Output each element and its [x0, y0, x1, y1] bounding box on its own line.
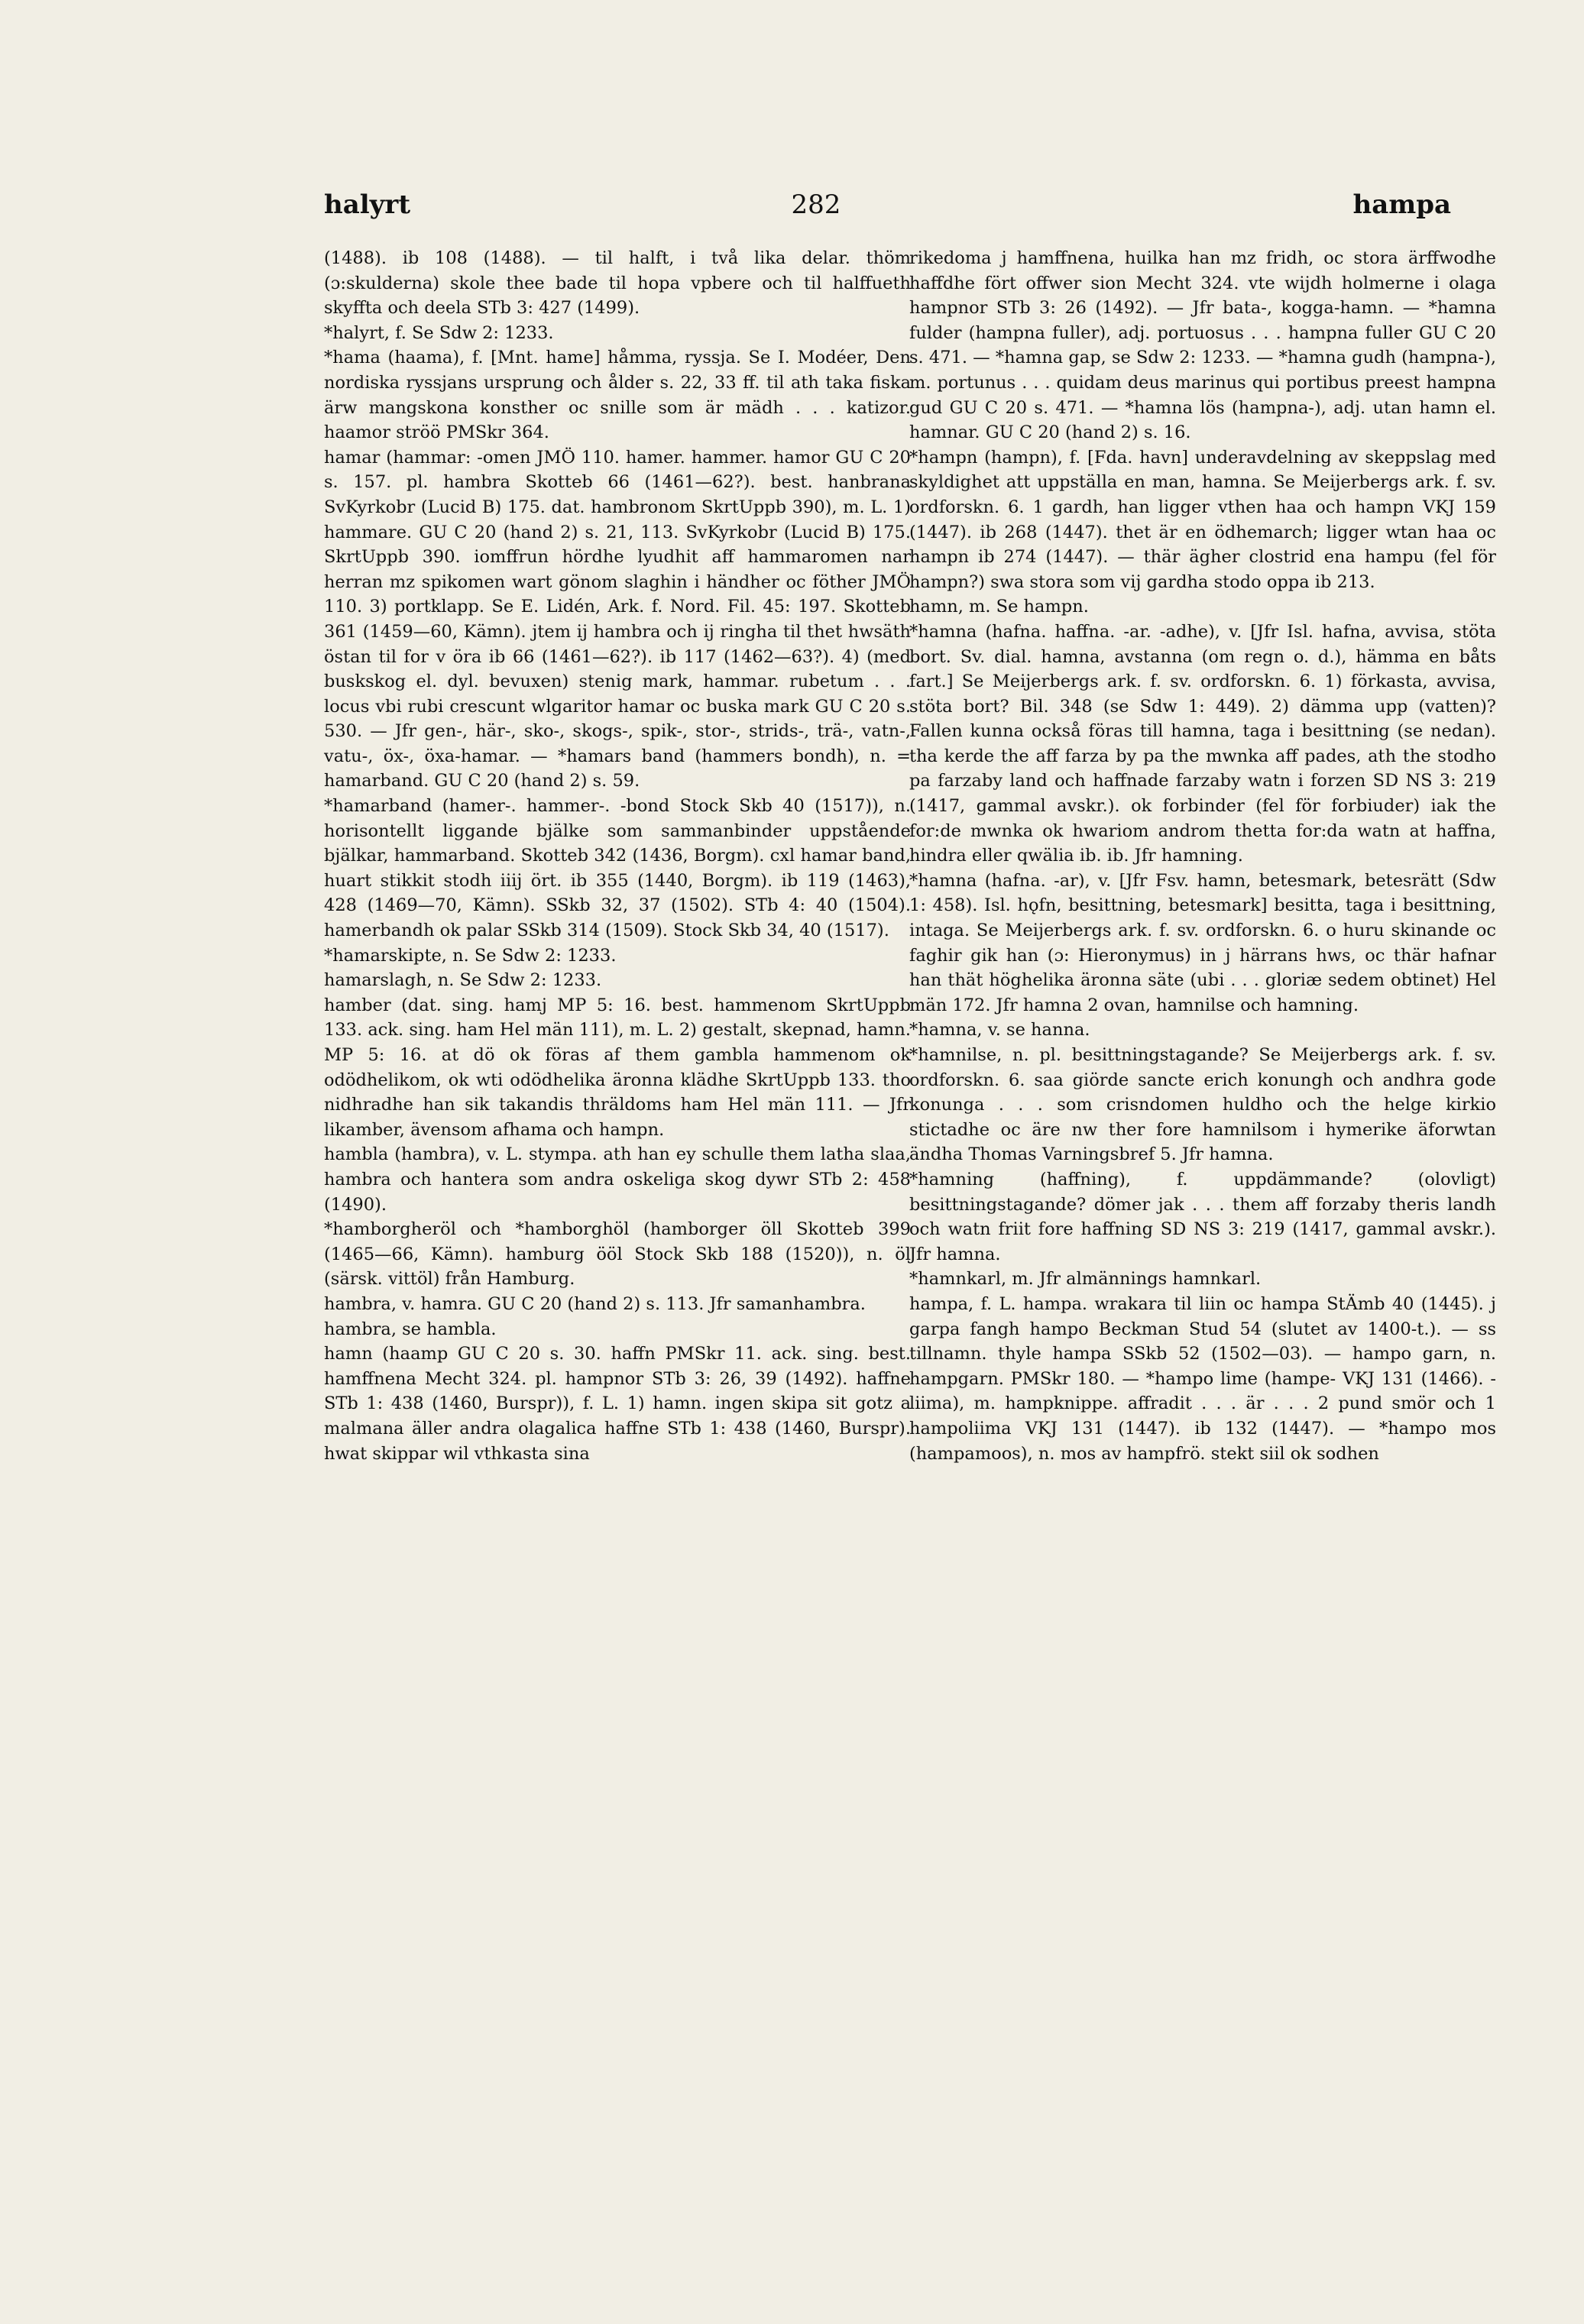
dictionary-entry: hampa, f. L. hampa. wrakara til liin oc hampa StÄmb 40 (1445). j garpa fangh hampo Beckman Stud 54 (slutet av 1400-t.). — ss tillnamn. thyle hampa SSkb 52 (1502—03). — hampo garn, n. hampgarn. PMSkr 180. — *hampo lime (hampe- VKJ 131 (1466). -liima), m. hampknippe. affradit . . . är . . . 2 pund smör och 1 hampoliima VKJ 131 (1447). ib 132 (1447). — *hampo mos (hampamoos), n. mos av hampfrö. stekt siil ok sodhen — [909, 1293, 1496, 1464]
running-head-left: halyrt — [324, 189, 411, 220]
dictionary-entry: *hamarskipte, n. Se Sdw 2: 1233. — [324, 945, 617, 966]
dictionary-entry: hambra, se hambla. — [324, 1319, 497, 1339]
dictionary-entry: *hamna (hafna. -ar), v. [Jfr Fsv. hamn, betesmark, betesrätt (Sdw 1: 458). Isl. hǫfn, besittning, betesmark] besitta, taga i besittning, intaga. Se Meijerbergs ark. f. sv. ordforskn. 6. o huru skinande oc faghir gik han (ɔ: Hieronymus) in j härrans hws, oc thär hafnar han thät höghelika äronna säte (ubi . . . gloriæ sedem obtinet) Hel män 172. Jfr hamna 2 ovan, hamnilse och hamning. — [909, 870, 1496, 1015]
dictionary-entry: *hamna, v. se hanna. — [909, 1020, 1090, 1041]
dictionary-entry: hamar (hammar: -omen JMÖ 110. hamer. hammer. hamor GU C 20 s. 157. pl. hambra Skotteb 66 (1461—62?). best. hanbrana SvKyrkobr (Lucid B) 175. dat. hambronom SkrtUppb 390), m. L. 1) hammare. GU C 20 (hand 2) s. 21, 113. SvKyrkobr (Lucid B) 175. SkrtUppb 390. iomffrun hördhe lyudhit aff hammaromen nar herran mz spikomen wart gönom slaghin i händher oc föther JMÖ 110. 3) portklapp. Se E. Lidén, Ark. f. Nord. Fil. 45: 197. Skotteb 361 (1459—60, Kämn). jtem ij hambra och ij ringha til thet hwsäth östan til for v öra ib 66 (1461—62?). ib 117 (1462—63?). 4) (med buskskog el. dyl. bevuxen) stenig mark, hammar. rubetum . . . locus vbi rubi crescunt wlgaritor hamar oc buska mark GU C 20 s. 530. — Jfr gen-, här-, sko-, skogs-, spik-, stor-, strids-, trä-, vatn-, vatu-, öx-, öxa-hamar. — *hamars band (hammers bondh), n. = hamarband. GU C 20 (hand 2) s. 59. — [324, 447, 911, 791]
dictionary-entry: *hampn (hampn), f. [Fda. havn] underavdelning av skeppslag med skyldighet att uppställa en man, hamna. Se Meijerbergs ark. f. sv. ordforskn. 6. 1 gardh, han ligger vthen haa och hampn VKJ 159 (1447). ib 268 (1447). thet är en ödhemarch; ligger wtan haa oc hampn ib 274 (1447). — thär ägher clostrid ena hampu (fel för hampn?) swa stora som vij gardha stodo oppa ib 213. — [909, 447, 1496, 592]
dictionary-entry: *hamna (hafna. haffna. -ar. -adhe), v. [Jfr Isl. hafna, avvisa, stöta bort. Sv. dial. hamna, avstanna (om regn o. d.), hämma en båts fart.] Se Meijerbergs ark. f. sv. ordforskn. 6. 1) förkasta, avvisa, stöta bort? Bil. 348 (se Sdw 1: 449). 2) dämma upp (vatten)? Fallen kunna också föras till hamna, taga i besittning (se nedan). tha kerde the aff farza by pa the mwnka aff pades, ath the stodho pa farzaby land och haffnade farzaby watn i forzen SD NS 3: 219 (1417, gammal avskr.). ok forbinder (fel för forbiuder) iak the for:de mwnka ok hwariom androm thetta for:da watn at haffna, hindra eller qwälia ib. ib. Jfr hamning. — [909, 621, 1496, 866]
dictionary-entry: hamber (dat. sing. hamj MP 5: 16. best. hammenom SkrtUppb 133. ack. sing. ham Hel män 111), m. L. 2) gestalt, skepnad, hamn. MP 5: 16. at dö ok föras af them gambla hammenom ok odödhelikom, ok wti odödhelika äronna klädhe SkrtUppb 133. tho nidhradhe han sik takandis thräldoms ham Hel män 111. — Jfr likamber, ävensom afhama och hampn. — [324, 995, 911, 1140]
dictionary-entry: *hama (haama), f. [Mnt. hame] håmma, ryssja. Se I. Modéer, Den nordiska ryssjans ursprung och ålder s. 22, 33 ff. til ath taka fiska ärw mangskona konsther oc snille som är mädh . . . katizor. haamor ströö PMSkr 364. — [324, 348, 911, 443]
dictionary-entry: *hamnkarl, m. Jfr almännings hamnkarl. — [909, 1269, 1262, 1290]
dictionary-entry: hamarslagh, n. Se Sdw 2: 1233. — [324, 970, 602, 991]
dictionary-entry: hamn, m. Se hampn. — [909, 597, 1089, 617]
dictionary-entry: *hamnilse, n. pl. besittningstagande? Se Meijerbergs ark. f. sv. ordforskn. 6. saa giörde sancte erich konungh och andhra gode konunga . . . som crisndomen huldho och the helge kirkio stictadhe oc äre nw ther fore hamnilsom i hymerike äforwtan ändha Thomas Varningsbref 5. Jfr hamna. — [909, 1045, 1496, 1165]
right-column — [909, 246, 1496, 1466]
dictionary-entry: *hamarband (hamer-. hammer-. -bond Stock Skb 40 (1517)), n. horisontellt liggande bjälke som sammanbinder uppstående bjälkar, hammarband. Skotteb 342 (1436, Borgm). cxl hamar band, huart stikkit stodh iiij ört. ib 355 (1440, Borgm). ib 119 (1463), 428 (1469—70, Kämn). SSkb 32, 37 (1502). STb 4: 40 (1504). hamerbandh ok palar SSkb 314 (1509). Stock Skb 34, 40 (1517). — [324, 796, 911, 941]
dictionary-entry: (1488). ib 108 (1488). — til halft, i två lika delar. thöm (ɔ:skulderna) skole thee bade til hopa vpbere och til halffueth skyffta och deela STb 3: 427 (1499). — [324, 248, 911, 319]
dictionary-entry: *hamborgheröl och *hamborghöl (hamborger öll Skotteb 399 (1465—66, Kämn). hamburg ööl Stock Skb 188 (1520)), n. öl (särsk. vittöl) från Hamburg. — [324, 1219, 911, 1290]
dictionary-entry: *halyrt, f. Se Sdw 2: 1233. — [324, 322, 554, 343]
left-column — [324, 246, 911, 1466]
running-head-right: hampa — [1352, 189, 1451, 220]
dictionary-entry: hambla (hambra), v. L. stympa. ath han ey schulle them latha slaa, hambra och hantera som andra oskeliga skog dywr STb 2: 458 (1490). — [324, 1144, 911, 1215]
dictionary-entry: hambra, v. hamra. GU C 20 (hand 2) s. 113. Jfr samanhambra. — [324, 1293, 866, 1314]
dictionary-entry: hamn (haamp GU C 20 s. 30. haffn PMSkr 11. ack. sing. best. hamffnena Mecht 324. pl. hampnor STb 3: 26, 39 (1492). haffne STb 1: 438 (1460, Burspr)), f. L. 1) hamn. ingen skipa sit gotz a malmana äller andra olagalica haffne STb 1: 438 (1460, Burspr). hwat skippar wil vthkasta sina — [324, 1344, 911, 1464]
dictionary-entry: *hamning (haffning), f. uppdämmande? (olovligt) besittningstagande? dömer jak . . . them aff forzaby theris landh och watn friit fore haffning SD NS 3: 219 (1417, gammal avskr.). Jfr hamna. — [909, 1169, 1496, 1264]
page-number: 282 — [791, 189, 841, 220]
dictionary-entry: rikedoma j hamffnena, huilka han mz fridh, oc stora ärffwodhe haffdhe fört offwer sion Mecht 324. vte wijdh holmerne i olaga hampnor STb 3: 26 (1492). — Jfr bata-, kogga-hamn. — *hamna fulder (hampna fuller), adj. portuosus . . . hampna fuller GU C 20 s. 471. — *hamna gap, se Sdw 2: 1233. — *hamna gudh (hampna-), m. portunus . . . quidam deus marinus qui portibus preest hampna gud GU C 20 s. 471. — *hamna lös (hampna-), adj. utan hamn el. hamnar. GU C 20 (hand 2) s. 16. — [909, 248, 1496, 443]
